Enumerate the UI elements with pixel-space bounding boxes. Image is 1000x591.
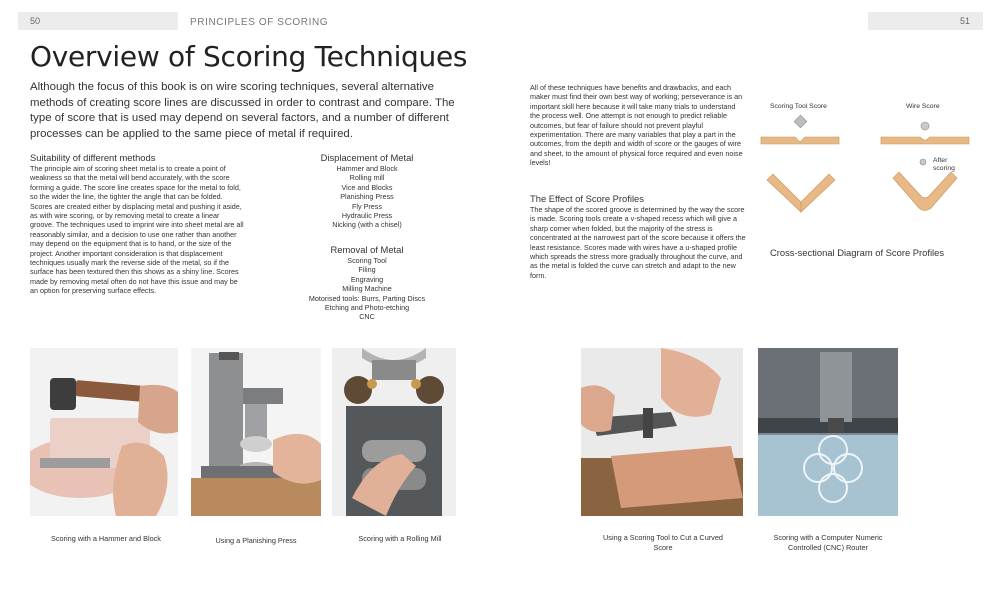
intro-paragraph: Although the focus of this book is on wire scoring techniques, several alternative methods of creating score lines are discussed in order to contrast and compare. The type of score that is used may depend on several factors, and a number of different processes can be applied to the same piece of metal if required. <box>30 81 455 140</box>
caption-rolling-mill: Scoring with a Rolling Mill <box>358 534 442 543</box>
running-title: PRINCIPLES OF SCORING <box>190 17 329 28</box>
diagram-label-tool: Scoring Tool Score <box>770 103 827 110</box>
list-item: Fly Press <box>352 201 382 211</box>
page-title: Overview of Scoring Techniques <box>30 40 468 73</box>
wire-after-icon <box>920 159 926 165</box>
v-score-sheet <box>761 137 839 144</box>
list-item: Nicking (with a chisel) <box>332 220 402 230</box>
photo-hammer-block <box>30 348 178 516</box>
list-item: Rolling mill <box>349 173 385 183</box>
diagram-caption: Cross-sectional Diagram of Score Profiles <box>770 247 945 258</box>
list-item: Hydraulic Press <box>341 211 393 221</box>
right-page-number: 51 <box>960 16 971 26</box>
list-item: Planishing Press <box>340 192 394 202</box>
suitability-body: The principle aim of scoring sheet metal is to create a point of weakness so that the metal will bend accurately, with the score forming a guide. The score line creates space for the metal to fold, so the wider the line, the tighter the angle that can be folded. Scores are created either by displacing metal and pushing it aside, as with wire scoring, or by removing metal to create a linear groove. The techniques used to imprint wire into sheet metal are all reasonably similar, and a decision to use one rather than another may depend on the equipment that is to hand, or the size of the project. Another important consideration is that displacement techniques usually mark the reverse side of the metal, so if the surface has been textured then this shows as a shiny line. Scores made by removing metal often do not have this issue and may be an option for preserving surface effects. <box>30 164 244 296</box>
photo-planishing-press <box>191 348 321 516</box>
caption-planishing-press: Using a Planishing Press <box>215 536 297 545</box>
photo-rolling-mill <box>332 348 456 516</box>
score-profile-diagram <box>755 112 985 224</box>
list-item: Engraving <box>350 274 384 284</box>
displacement-heading: Displacement of Metal <box>320 152 414 163</box>
displacement-list <box>292 164 442 230</box>
caption-scoring-tool: Using a Scoring Tool to Cut a Curved Score <box>603 533 723 552</box>
photo-cnc-router <box>758 348 898 516</box>
scoring-tool-tip-icon <box>794 115 807 128</box>
list-item: Motorised tools: Burrs, Parting Discs <box>308 293 426 303</box>
suitability-heading: Suitability of different methods <box>30 152 156 163</box>
profiles-heading: The Effect of Score Profiles <box>530 193 644 204</box>
list-item: CNC <box>359 312 375 322</box>
folded-v-right <box>801 174 835 212</box>
left-page-number: 50 <box>30 16 41 26</box>
diagram-label-wire: Wire Score <box>906 103 940 110</box>
list-item: Vice and Blocks <box>341 182 393 192</box>
list-item: Scoring Tool <box>347 256 387 265</box>
profiles-body: The shape of the scored groove is determined by the way the score is made. Scoring tools create a v-shaped recess which will give a sharp corner when folded, but the majority of the stress is concentrated at the narrowest part of the score because it offers the least resistance. Scores made with wires have a u-shaped profile which spreads the stress more gradually throughout the curve, and as the metal is folded the curve can stretch and adapt to the new form. <box>530 205 746 280</box>
photo-scoring-tool <box>581 348 743 516</box>
list-item: Hammer and Block <box>336 164 398 173</box>
list-item: Filing <box>358 265 376 275</box>
wire-icon <box>921 122 929 130</box>
caption-cnc-router: Scoring with a Computer Numeric Controlled (CNC) Router <box>773 533 883 552</box>
list-item: Etching and Photo-etching <box>324 303 410 313</box>
removal-heading: Removal of Metal <box>330 244 404 255</box>
u-score-sheet <box>881 137 969 144</box>
folded-v-left <box>767 174 801 212</box>
diagram-label-after: After scoring <box>933 157 955 172</box>
caption-hammer-block: Scoring with a Hammer and Block <box>51 534 161 543</box>
removal-list <box>282 256 452 322</box>
right-intro-paragraph: All of these techniques have benefits and drawbacks, and each maker must find their own best way of working; perseverance is an important skill here because it will take many trials to understand the process well. One attempt is not enough to predict reliable outcomes, but fear of failure should not prevent playful experimentation. There are many variables that play a part in the outcomes, from the depth and width of score or the gauges of wire and sheet, to the amount of physical force required and even noise levels! <box>530 83 743 168</box>
list-item: Milling Machine <box>342 284 392 294</box>
left-header-bar <box>18 12 178 30</box>
folded-u <box>893 172 957 211</box>
